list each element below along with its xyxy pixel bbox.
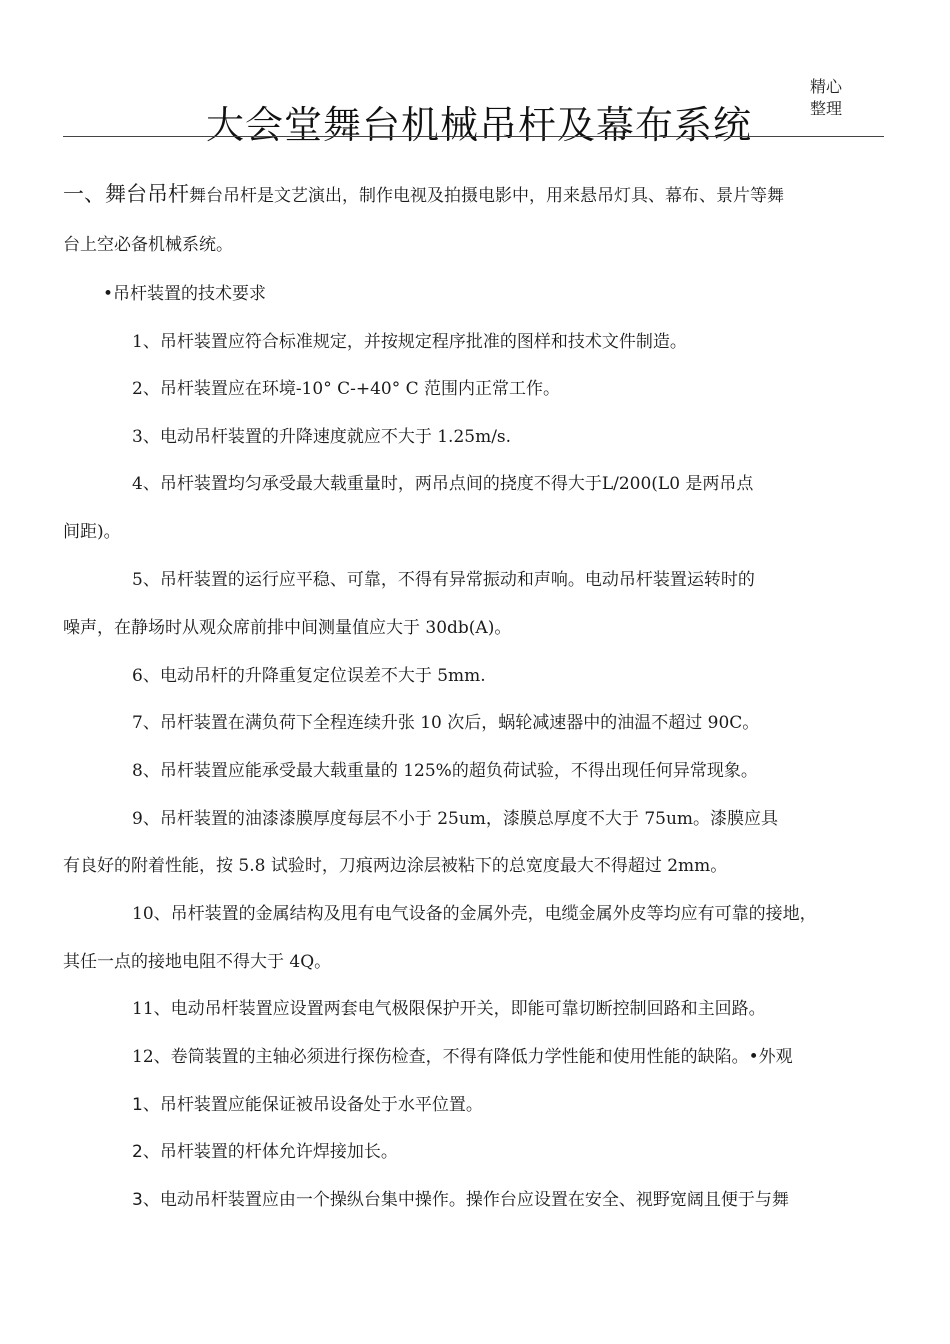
list-item: 7、吊杆装置在满负荷下全程连续升张 10 次后，蜗轮减速器中的油温不超过 90C。	[132, 713, 760, 733]
list-item: 5、吊杆装置的运行应平稳、可靠，不得有异常振动和声响。电动吊杆装置运转时的	[132, 570, 755, 590]
list-item: 11、电动吊杆装置应设置两套电气极限保护开关，即能可靠切断控制回路和主回路。	[132, 999, 766, 1019]
list-item: 9、吊杆装置的油漆漆膜厚度每层不小于 25um，漆膜总厚度不大于 75um。漆膜应具	[132, 809, 779, 829]
appearance-item-number: 3	[132, 1190, 143, 1210]
appearance-item	[132, 1188, 789, 1212]
appearance-item-text: 、吊杆装置应能保证被吊设备处于水平位置。	[142, 1095, 483, 1115]
list-item: 6、电动吊杆的升降重复定位误差不大于 5mm.	[132, 666, 486, 686]
side-note-line: 精心	[810, 77, 843, 96]
list-item-continuation: 有良好的附着性能，按 5.8 试验时，刀痕两边涂层被粘下的总宽度最大不得超过 2mm。	[63, 856, 728, 876]
title-divider	[63, 136, 884, 137]
list-item: 2、吊杆装置应在环境-10° C-+40° C 范围内正常工作。	[132, 379, 561, 399]
list-item-continuation: 噪声，在静场时从观众席前排中间测量值应大于 30db(A)。	[63, 618, 512, 638]
appearance-item-number: 1	[132, 1095, 143, 1115]
appearance-item-text: 、电动吊杆装置应由一个操纵台集中操作。操作台应设置在安全、视野宽阔且便于与舞	[142, 1190, 789, 1210]
side-note-line: 整理	[810, 99, 843, 118]
list-item: 12、卷筒装置的主轴必须进行探伤检查，不得有降低力学性能和使用性能的缺陷。•外观	[132, 1047, 793, 1067]
intro-text: 舞台吊杆是文艺演出，制作电视及拍摄电影中，用来悬吊灯具、幕布、景片等舞	[189, 186, 784, 206]
appearance-item-number: 2	[132, 1142, 143, 1162]
side-note	[810, 76, 870, 120]
list-item: 3、电动吊杆装置的升降速度就应不大于 1.25m/s.	[132, 427, 512, 447]
intro-text: 台上空必备机械系统。	[63, 235, 233, 255]
list-item: 10、吊杆装置的金属结构及甩有电气设备的金属外壳，电缆金属外皮等均应有可靠的接地，	[132, 904, 817, 924]
list-item-continuation: 间距)。	[63, 522, 121, 542]
subsection-heading: •吊杆装置的技术要求	[103, 284, 267, 304]
list-item: 8、吊杆装置应能承受最大载重量的 125%的超负荷试验，不得出现任何异常现象。	[132, 761, 758, 781]
section-intro	[63, 182, 784, 208]
list-item: 4、吊杆装置均匀承受最大载重量时，两吊点间的挠度不得大于L/200(L0 是两吊点	[132, 474, 754, 494]
appearance-item-text: 、吊杆装置的杆体允许焊接加长。	[142, 1142, 398, 1162]
appearance-item	[132, 1140, 398, 1164]
list-item-continuation: 其任一点的接地电阻不得大于 4Q。	[63, 952, 332, 972]
list-item: 1、吊杆装置应符合标准规定，并按规定程序批准的图样和技术文件制造。	[132, 332, 687, 352]
appearance-item	[132, 1093, 483, 1117]
section-heading: 一、舞台吊杆	[63, 182, 189, 206]
page-title: 大会堂舞台机械吊杆及幕布系统	[206, 103, 753, 147]
